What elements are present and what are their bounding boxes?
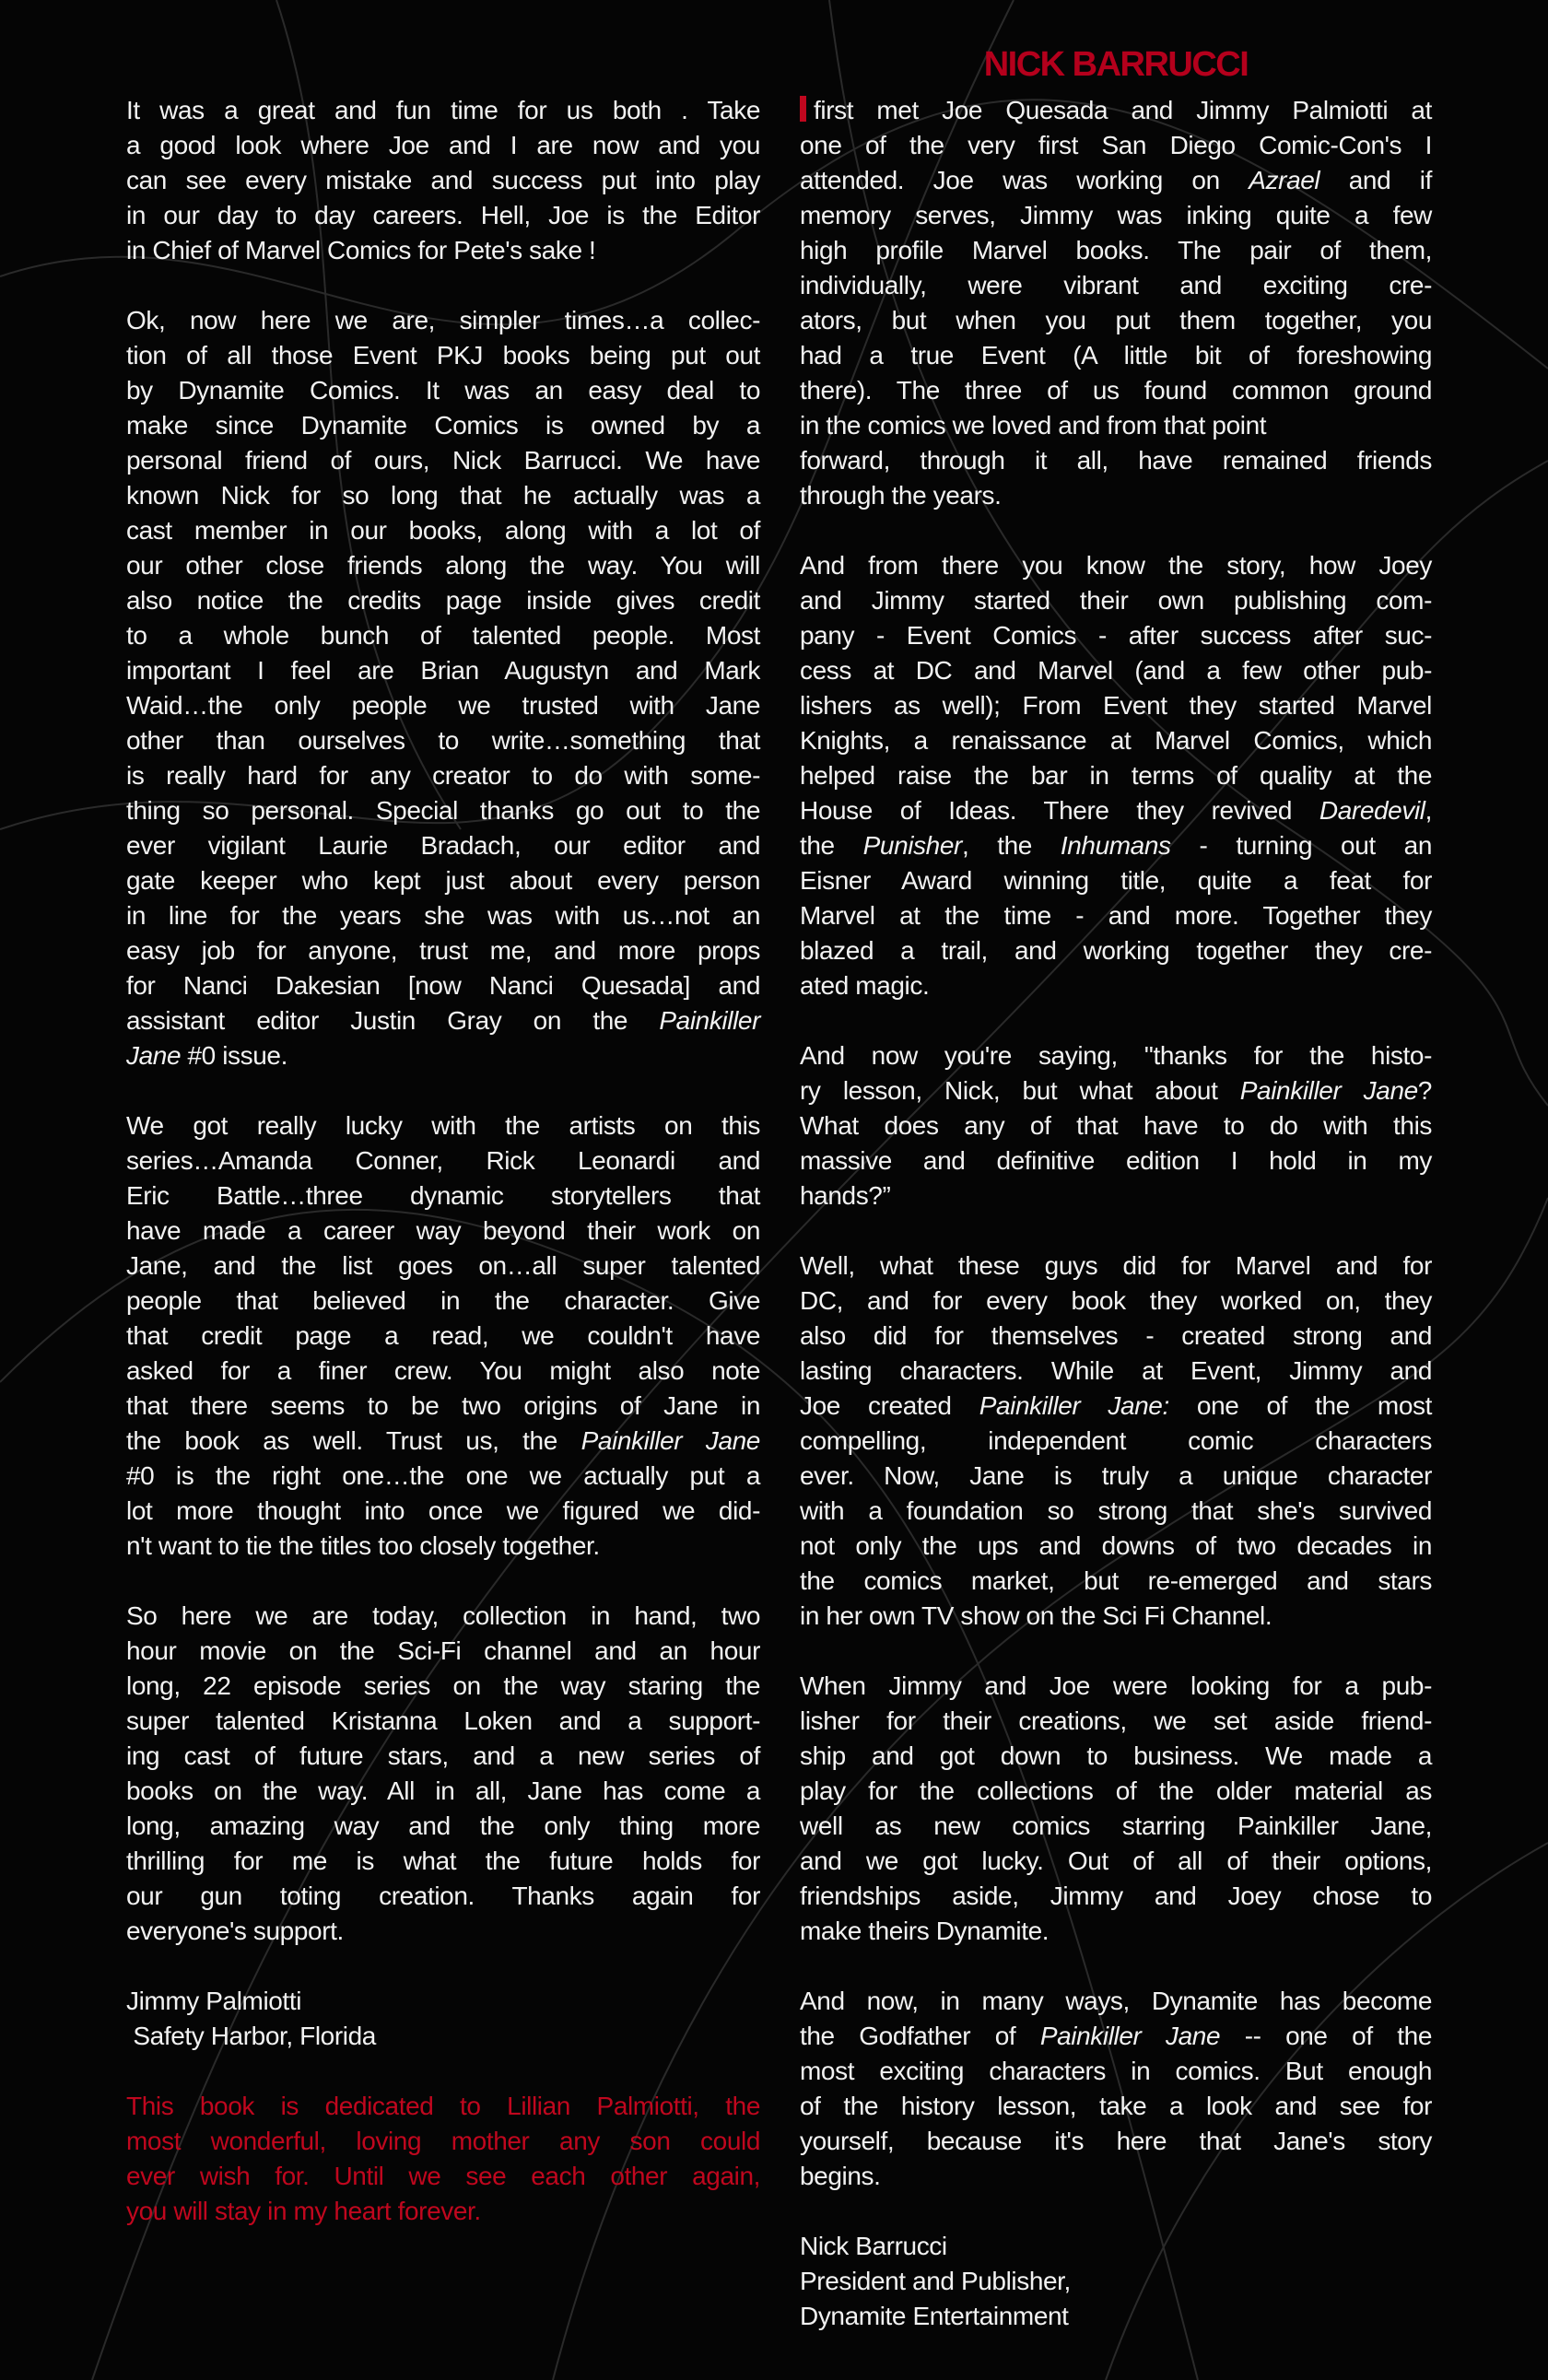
text-line: lishers as well); From Event they started Marvel — [800, 691, 1432, 720]
text-line: also notice the credits page inside gives credit — [126, 586, 760, 615]
text-line: make since Dynamite Comics is owned by a — [126, 411, 760, 440]
text-line: ever wish for. Until we see each other again, — [126, 2162, 760, 2190]
text-line: play for the collections of the older material as — [800, 1776, 1432, 1805]
text-line: in the comics we loved and from that point — [800, 411, 1267, 440]
text-line: attended. Joe was working on Azrael and if — [800, 166, 1432, 194]
text-line: most wonderful, loving mother any son could — [126, 2127, 760, 2155]
text-line: to a whole bunch of talented people. Most — [126, 621, 760, 650]
text-line: Waid…the only people we trusted with Jane — [126, 691, 760, 720]
text-line: had a true Event (A little bit of foreshowing — [800, 341, 1432, 369]
text-line: begins. — [800, 2162, 881, 2190]
text-line: Eisner Award winning title, quite a feat for — [800, 866, 1432, 895]
text-line: with a foundation so strong that she's survived — [800, 1496, 1432, 1525]
text-line: ry lesson, Nick, but what about Painkiller Jane? — [800, 1076, 1432, 1105]
text-line: can see every mistake and success put into play — [126, 166, 760, 194]
text-line: known Nick for so long that he actually was a — [126, 481, 760, 510]
right-column — [800, 93, 1432, 2369]
text-line: one of the very first San Diego Comic-Con's I — [800, 131, 1432, 159]
italic-title: Painkiller Jane — [1039, 2022, 1221, 2050]
text-line: House of Ideas. There they revived Daredevil, — [800, 796, 1432, 825]
text-line: by Dynamite Comics. It was an easy deal to — [126, 376, 760, 404]
text-line: personal friend of ours, Nick Barrucci. We have — [126, 446, 760, 475]
text-line: And from there you know the story, how Joey — [800, 551, 1432, 580]
text-line: Joe created Painkiller Jane: one of the most — [800, 1391, 1433, 1420]
article-paragraph — [126, 303, 760, 1073]
article-paragraph — [800, 93, 1432, 513]
text-line: DC, and for every book they worked on, they — [800, 1286, 1432, 1315]
text-line: friendships aside, Jimmy and Joey chose to — [800, 1882, 1432, 1910]
text-line: tion of all those Event PKJ books being put out — [126, 341, 760, 369]
text-line: memory serves, Jimmy was inking quite a few — [800, 201, 1432, 229]
text-line: of the history lesson, take a look and see for — [800, 2092, 1432, 2120]
text-line: for Nanci Dakesian [now Nanci Quesada] and — [126, 971, 760, 1000]
text-line: and Jimmy started their own publishing com- — [800, 586, 1432, 615]
text-line: Jimmy Palmiotti — [126, 1987, 302, 2015]
text-line: So here we are today, collection in hand, two — [126, 1601, 760, 1630]
text-line: This book is dedicated to Lillian Palmiotti, the — [126, 2092, 760, 2120]
text-line: hour movie on the Sci-Fi channel and an hour — [126, 1636, 760, 1665]
text-line: that there seems to be two origins of Jane in — [126, 1391, 760, 1420]
article-paragraph — [126, 1599, 760, 1949]
red-drop-cap-i — [800, 96, 806, 122]
text-line: #0 is the right one…the one we actually put a — [126, 1461, 760, 1490]
text-line: thing so personal. Special thanks go out to the — [126, 796, 760, 825]
text-line: important I feel are Brian Augustyn and Mark — [126, 656, 760, 685]
text-line: long, 22 episode series on the way staring the — [126, 1671, 760, 1700]
italic-title: Painkiller Jane: — [979, 1391, 1169, 1420]
text-line: lisher for their creations, we set aside friend- — [800, 1706, 1432, 1735]
text-line: everyone's support. — [126, 1917, 344, 1945]
italic-title: Punisher — [862, 831, 962, 860]
text-line: What does any of that have to do with this — [800, 1111, 1432, 1140]
italic-title: Daredevil — [1319, 796, 1425, 825]
text-line: ators, but when you put them together, you — [800, 306, 1432, 334]
text-line: cess at DC and Marvel (and a few other pub- — [800, 656, 1432, 685]
text-line: And now you're saying, "thanks for the histo- — [800, 1041, 1432, 1070]
text-line: Knights, a renaissance at Marvel Comics, which — [800, 726, 1432, 755]
text-line: ing cast of future stars, and a new series of — [126, 1741, 760, 1770]
text-line: is really hard for any creator to do with some- — [126, 761, 760, 790]
article-paragraph — [800, 1249, 1432, 1634]
text-line: ship and got down to business. We made a — [800, 1741, 1432, 1770]
text-line: pany - Event Comics - after success after suc- — [800, 621, 1432, 650]
article-paragraph — [800, 1984, 1432, 2194]
text-line: lot more thought into once we figured we did- — [126, 1496, 760, 1525]
article-paragraph — [126, 93, 760, 268]
text-line: our other close friends along the way. You will — [126, 551, 760, 580]
text-line: a good look where Joe and I are now and you — [126, 131, 760, 159]
text-line: Nick Barrucci — [800, 2232, 947, 2260]
text-line: people that believed in the character. Give — [126, 1286, 760, 1315]
italic-title: Jane — [126, 1041, 182, 1070]
text-line: ever vigilant Laurie Bradach, our editor and — [126, 831, 760, 860]
text-line: long, amazing way and the only thing more — [126, 1811, 760, 1840]
italic-title: Azrael — [1249, 166, 1320, 194]
text-line: We got really lucky with the artists on this — [126, 1111, 760, 1140]
text-line: the Godfather of Painkiller Jane -- one of the — [800, 2022, 1432, 2050]
signature-block — [800, 2229, 1432, 2334]
text-line: yourself, because it's here that Jane's story — [800, 2127, 1432, 2155]
text-line: super talented Kristanna Loken and a support- — [126, 1706, 760, 1735]
text-line: Ok, now here we are, simpler times…a collec- — [126, 306, 760, 334]
text-line: easy job for anyone, trust me, and more props — [126, 936, 760, 965]
text-line: the Punisher, the Inhumans - turning out an — [800, 831, 1432, 860]
text-line: Eric Battle…three dynamic storytellers that — [126, 1181, 760, 1210]
text-line: ever. Now, Jane is truly a unique character — [800, 1461, 1432, 1490]
text-line: in line for the years she was with us…not an — [126, 901, 760, 930]
text-line: compelling, independent comic characters — [800, 1426, 1432, 1455]
italic-title: Painkiller Jane — [580, 1426, 760, 1455]
text-line: make theirs Dynamite. — [800, 1917, 1050, 1945]
text-line: books on the way. All in all, Jane has come a — [126, 1776, 760, 1805]
text-line: in her own TV show on the Sci Fi Channel. — [800, 1601, 1272, 1630]
text-line: thrilling for me is what the future holds for — [126, 1847, 760, 1875]
text-line: in our day to day careers. Hell, Joe is the Editor — [126, 201, 760, 229]
text-line: hands?” — [800, 1181, 891, 1210]
text-line: also did for themselves - created strong and — [800, 1321, 1432, 1350]
italic-title: Painkiller Jane — [1239, 1076, 1418, 1105]
left-column — [126, 93, 760, 2264]
text-line: When Jimmy and Joe were looking for a pub- — [800, 1671, 1432, 1700]
text-line: Jane, and the list goes on…all super talented — [126, 1251, 760, 1280]
text-line: the comics market, but re-emerged and stars — [800, 1566, 1432, 1595]
text-line: Marvel at the time - and more. Together they — [800, 901, 1432, 930]
text-line: and we got lucky. Out of all of their options, — [800, 1847, 1432, 1875]
text-line: n't want to tie the titles too closely together. — [126, 1531, 600, 1560]
section-title: NICK BARRUCCI — [983, 45, 1249, 84]
italic-title: Painkiller — [659, 1006, 760, 1035]
text-line: most exciting characters in comics. But enough — [800, 2057, 1432, 2085]
italic-title: Inhumans — [1060, 831, 1171, 860]
text-line: in Chief of Marvel Comics for Pete's sake ! — [126, 236, 596, 264]
article-paragraph — [800, 1038, 1432, 1213]
text-line: have made a career way beyond their work on — [126, 1216, 760, 1245]
signature-block — [126, 1984, 760, 2054]
article-paragraph — [126, 1108, 760, 1564]
text-line: cast member in our books, along with a lot of — [126, 516, 760, 545]
text-line: gate keeper who kept just about every person — [126, 866, 760, 895]
text-line: blazed a trail, and working together they cre- — [800, 936, 1432, 965]
text-line: not only the ups and downs of two decades in — [800, 1531, 1432, 1560]
text-line: lasting characters. While at Event, Jimmy and — [800, 1356, 1432, 1385]
article-paragraph — [800, 1669, 1432, 1949]
text-line: series…Amanda Conner, Rick Leonardi and — [126, 1146, 760, 1175]
text-line: well as new comics starring Painkiller Jane, — [800, 1811, 1432, 1840]
text-line: Well, what these guys did for Marvel and for — [800, 1251, 1432, 1280]
text-line: high profile Marvel books. The pair of them, — [800, 236, 1432, 264]
text-line: massive and definitive edition I hold in my — [800, 1146, 1432, 1175]
text-line: Jane #0 issue. — [126, 1041, 287, 1070]
text-line: individually, were vibrant and exciting cre- — [800, 271, 1432, 299]
text-line: first met Joe Quesada and Jimmy Palmiotti at — [800, 93, 1432, 128]
text-line: Safety Harbor, Florida — [126, 2022, 376, 2050]
text-line: assistant editor Justin Gray on the Painkiller — [126, 1006, 760, 1035]
text-line: It was a great and fun time for us both . Take — [126, 96, 760, 124]
text-line: President and Publisher, — [800, 2267, 1071, 2295]
text-line: forward, through it all, have remained friends — [800, 446, 1432, 475]
text-line: ated magic. — [800, 971, 930, 1000]
dedication-paragraph — [126, 2089, 760, 2229]
text-line: our gun toting creation. Thanks again for — [126, 1882, 760, 1910]
text-line: that credit page a read, we couldn't have — [126, 1321, 760, 1350]
text-line: helped raise the bar in terms of quality at the — [800, 761, 1432, 790]
text-line: you will stay in my heart forever. — [126, 2197, 481, 2225]
text-line: Dynamite Entertainment — [800, 2302, 1069, 2330]
text-line: asked for a finer crew. You might also note — [126, 1356, 760, 1385]
text-line: through the years. — [800, 481, 1002, 510]
text-line: the book as well. Trust us, the Painkiller Jane — [126, 1426, 760, 1455]
article-paragraph — [800, 548, 1432, 1003]
text-line: there). The three of us found common ground — [800, 376, 1432, 404]
text-line: And now, in many ways, Dynamite has become — [800, 1987, 1432, 2015]
text-line: other than ourselves to write…something that — [126, 726, 760, 755]
